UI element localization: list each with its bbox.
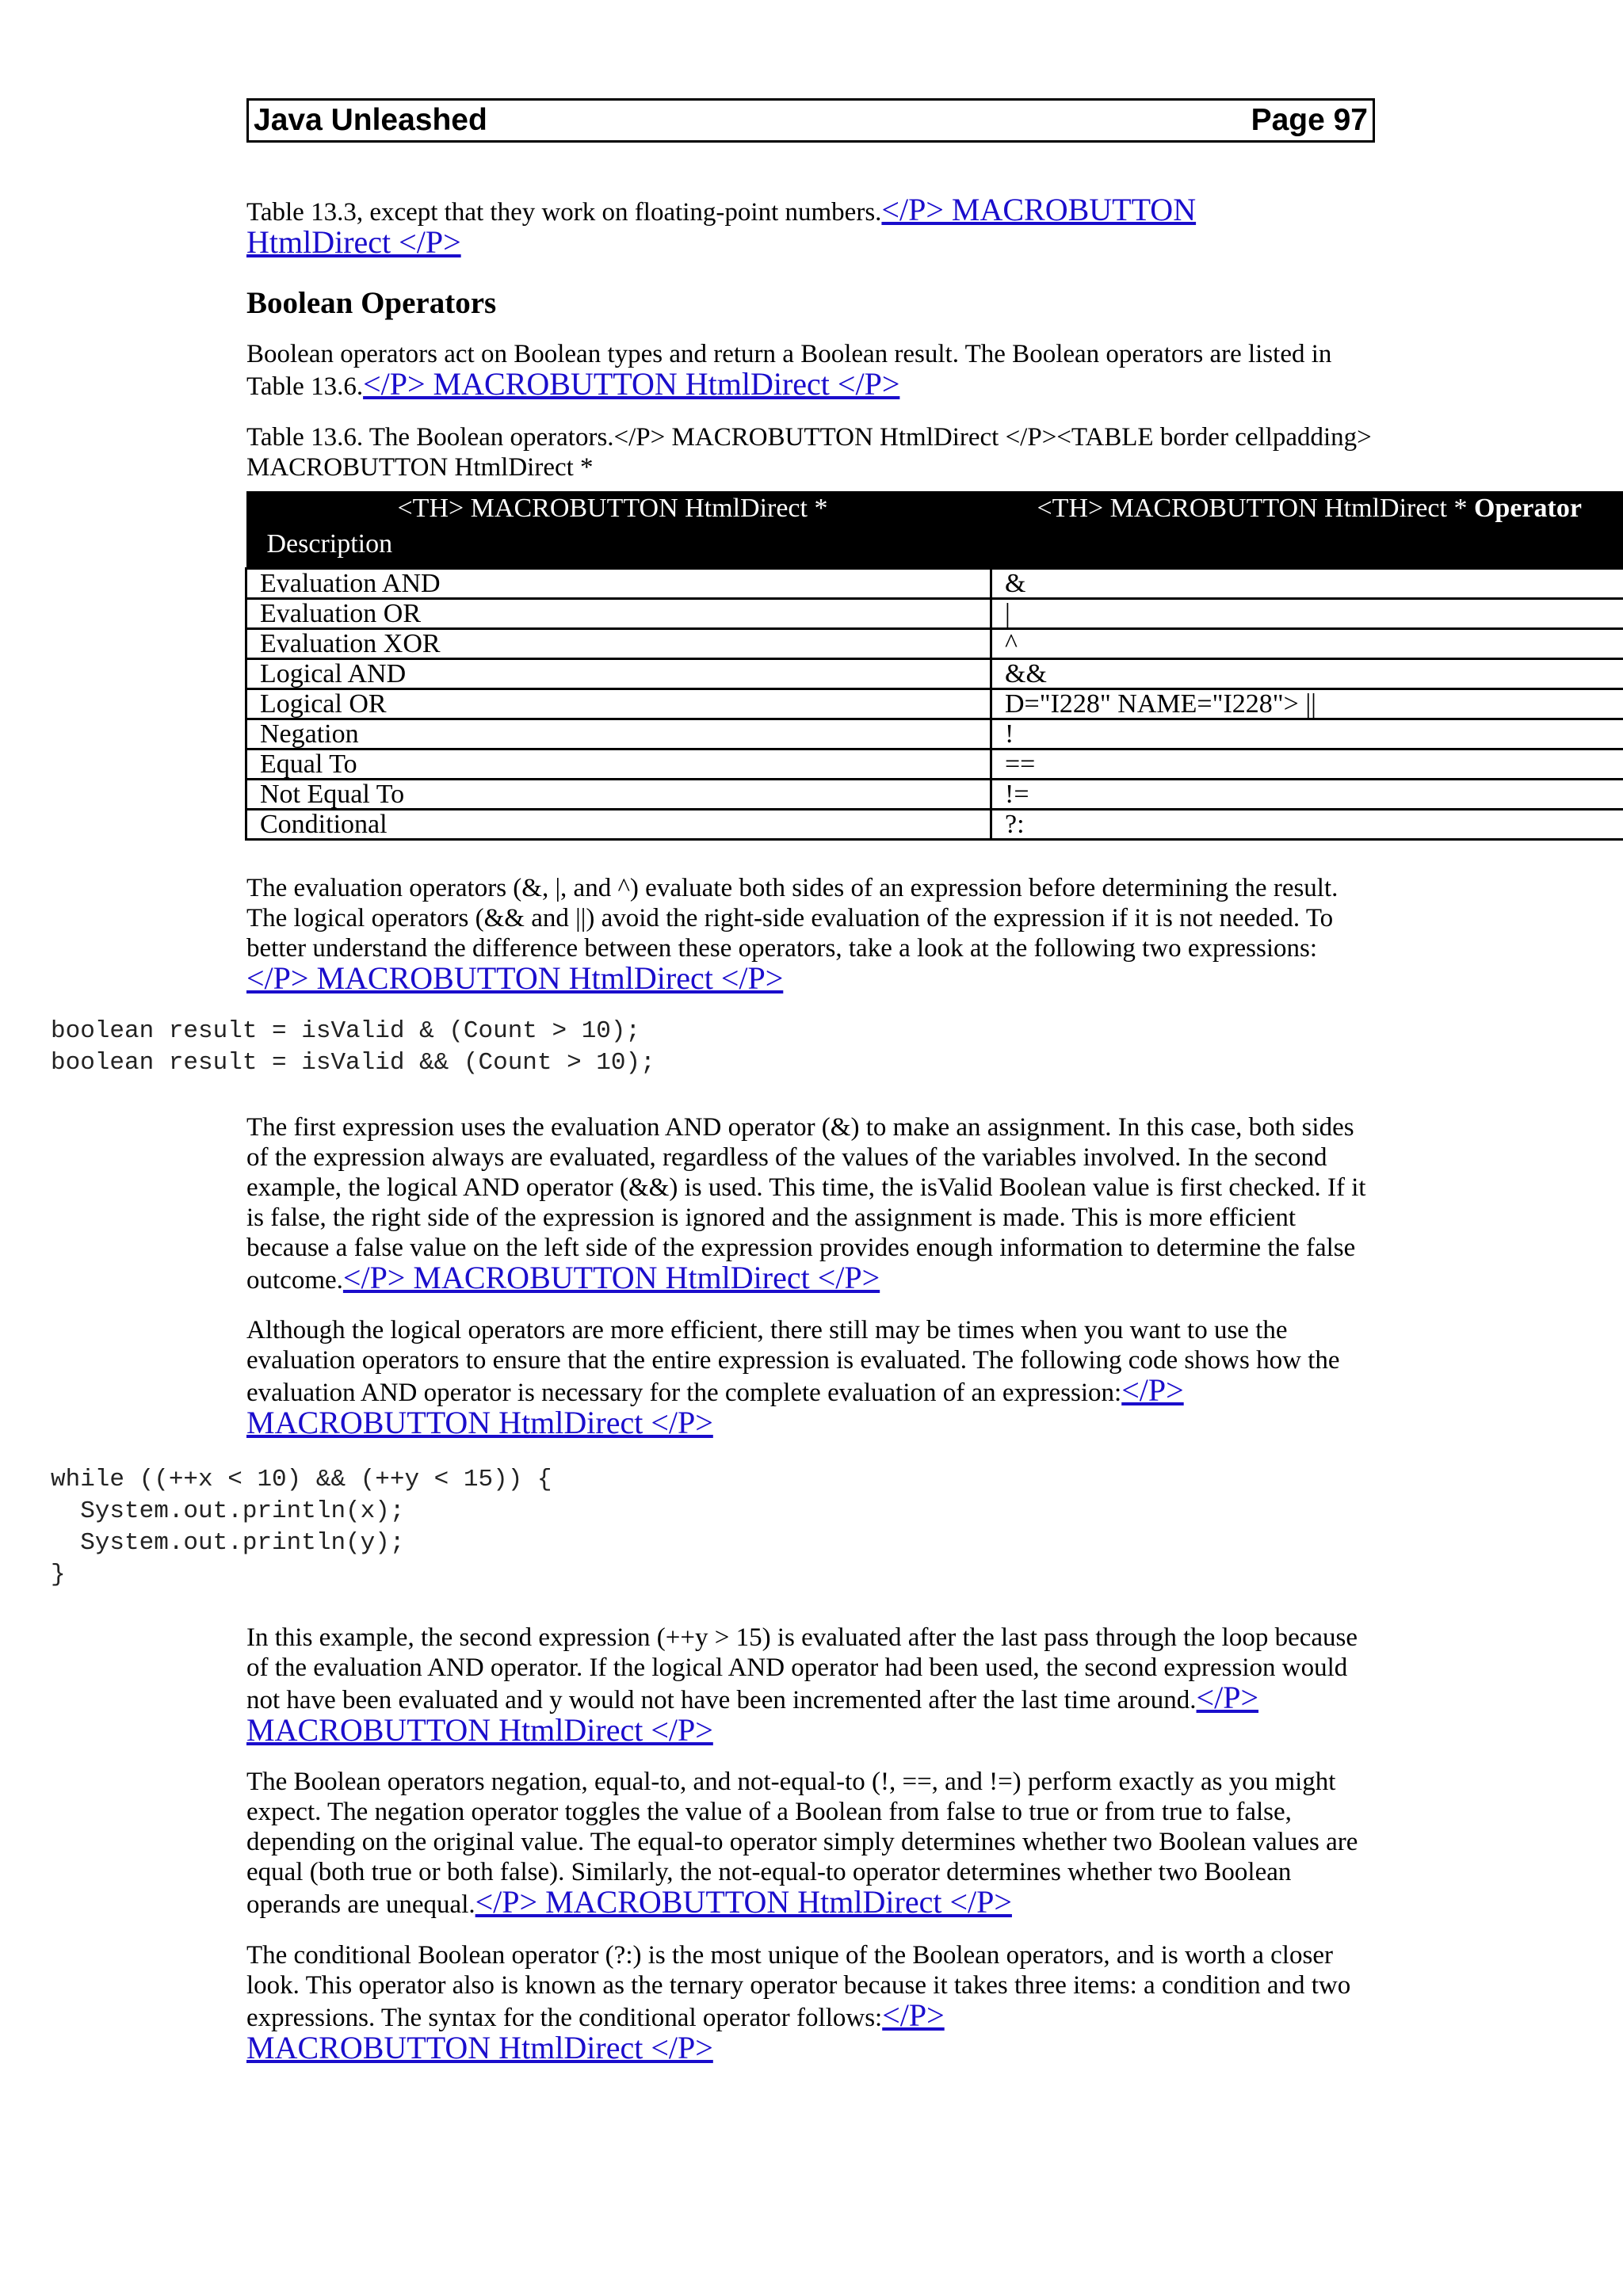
- example-paragraph: In this example, the second expression (++y > 15) is evaluated after the last pass through the loop because of the evaluation AND operator. If the logical AND operator had been used, the second expression would not have been evaluated and y would not have been incremented after the last time around.</P> MACROBUTTON HtmlDirect </P>: [246, 1623, 1358, 1748]
- page-number: Page 97: [1251, 103, 1368, 137]
- boolean-paragraph: Boolean operators act on Boolean types and return a Boolean result. The Boolean operators are listed in Table 13.6.</P> MACROBUTTON HtmlDirect </P>: [246, 340, 1332, 402]
- macrobutton-link[interactable]: </P> MACROBUTTON HtmlDirect </P>: [475, 1884, 1012, 1920]
- macrobutton-link[interactable]: </P> MACROBUTTON HtmlDirect </P>: [363, 366, 900, 402]
- macrobutton-link[interactable]: </P> MACROBUTTON HtmlDirect </P>: [246, 960, 784, 996]
- operator-header: <TH> MACROBUTTON HtmlDirect * Operator: [991, 491, 1623, 569]
- code-block-assignments: boolean result = isValid & (Count > 10); boolean result = isValid && (Count > 10);: [51, 1017, 655, 1077]
- book-title: Java Unleashed: [254, 103, 487, 137]
- section-heading: Boolean Operators: [246, 286, 497, 320]
- table-caption: Table 13.6. The Boolean operators.</P> MACROBUTTON HtmlDirect </P><TABLE border cellpadding> MACROBUTTON HtmlDirect *: [246, 423, 1372, 482]
- first-expression-paragraph: The first expression uses the evaluation AND operator (&) to make an assignment. In this case, both sides of the expression always are evaluated, regardless of the values of the variables involved. In the second example, the logical AND operator (&&) is used. This time, the isValid Boolean value is first checked. If it is false, the right side of the expression is ignored and the assignment is made. This is more efficient because a false value on the left side of the expression provides enough information to determine the false outcome.</P> MACROBUTTON HtmlDirect </P>: [246, 1113, 1366, 1295]
- macrobutton-link[interactable]: </P> MACROBUTTON HtmlDirect </P>: [342, 1260, 880, 1295]
- macrobutton-link[interactable]: </P>: [882, 1997, 945, 2033]
- table-row: Evaluation AND &: [246, 569, 1623, 599]
- although-paragraph: Although the logical operators are more efficient, there still may be times when you want to use the evaluation operators to ensure that the entire expression is evaluated. The following code shows how the evaluation AND operator is necessary for the complete evaluation of an expression:</P> MACROBUTTON HtmlDirect </P>: [246, 1316, 1340, 1440]
- macrobutton-link[interactable]: </P> MACROBUTTON: [881, 192, 1197, 227]
- table-row: Negation !: [246, 719, 1623, 749]
- boolean-operators-table: [245, 491, 1623, 841]
- table-row: Conditional ?:: [246, 810, 1623, 840]
- macrobutton-link[interactable]: </P> MACROBUTTON HtmlDirect </P>: [246, 1680, 1259, 1748]
- table-row: Evaluation OR |: [246, 599, 1623, 629]
- negation-paragraph: The Boolean operators negation, equal-to, and not-equal-to (!, ==, and !=) perform exactly as you might expect. The negation operator toggles the value of a Boolean from false to true or from true to false, depending on the original value. The equal-to operator simply determines whether two Boolean values are equal (both true or both false). Similarly, the not-equal-to operator determines whether two Boolean operands are unequal.</P> MACROBUTTON HtmlDirect </P>: [246, 1768, 1358, 1920]
- macrobutton-link[interactable]: HtmlDirect </P>: [246, 224, 461, 260]
- table-row: Logical AND &&: [246, 659, 1623, 689]
- intro-paragraph: Table 13.3, except that they work on floating-point numbers.</P> MACROBUTTON HtmlDirect </P>: [246, 192, 1197, 260]
- macrobutton-link[interactable]: </P>: [1121, 1372, 1184, 1408]
- macrobutton-link[interactable]: MACROBUTTON HtmlDirect </P>: [246, 1405, 713, 1440]
- description-header: <TH> MACROBUTTON HtmlDirect * Description: [246, 491, 991, 569]
- table-header-row: [246, 491, 1623, 569]
- table-row: Evaluation XOR ^: [246, 629, 1623, 659]
- table-row: Not Equal To !=: [246, 780, 1623, 810]
- macrobutton-link[interactable]: MACROBUTTON HtmlDirect </P>: [246, 2030, 713, 2065]
- conditional-paragraph: The conditional Boolean operator (?:) is the most unique of the Boolean operators, and is worth a closer look. This operator also is known as the ternary operator because it takes three items: a condition and two expressions. The syntax for the conditional operator follows:</P> MACROBUTTON HtmlDirect </P>: [246, 1941, 1351, 2065]
- table-row: Equal To ==: [246, 749, 1623, 780]
- page-header: [246, 98, 1375, 143]
- evaluation-paragraph: The evaluation operators (&, |, and ^) evaluate both sides of an expression before determining the result. The logical operators (&& and ||) avoid the right-side evaluation of the expression if it is not needed. To better understand the difference between these operators, take a look at the following two expressions:</P> MACROBUTTON HtmlDirect </P>: [246, 874, 1338, 996]
- code-block-while-loop: while ((++x < 10) && (++y < 15)) { System.out.println(x); System.out.println(y); }: [51, 1466, 552, 1589]
- table-row: Logical OR D="I228" NAME="I228"> ||: [246, 689, 1623, 719]
